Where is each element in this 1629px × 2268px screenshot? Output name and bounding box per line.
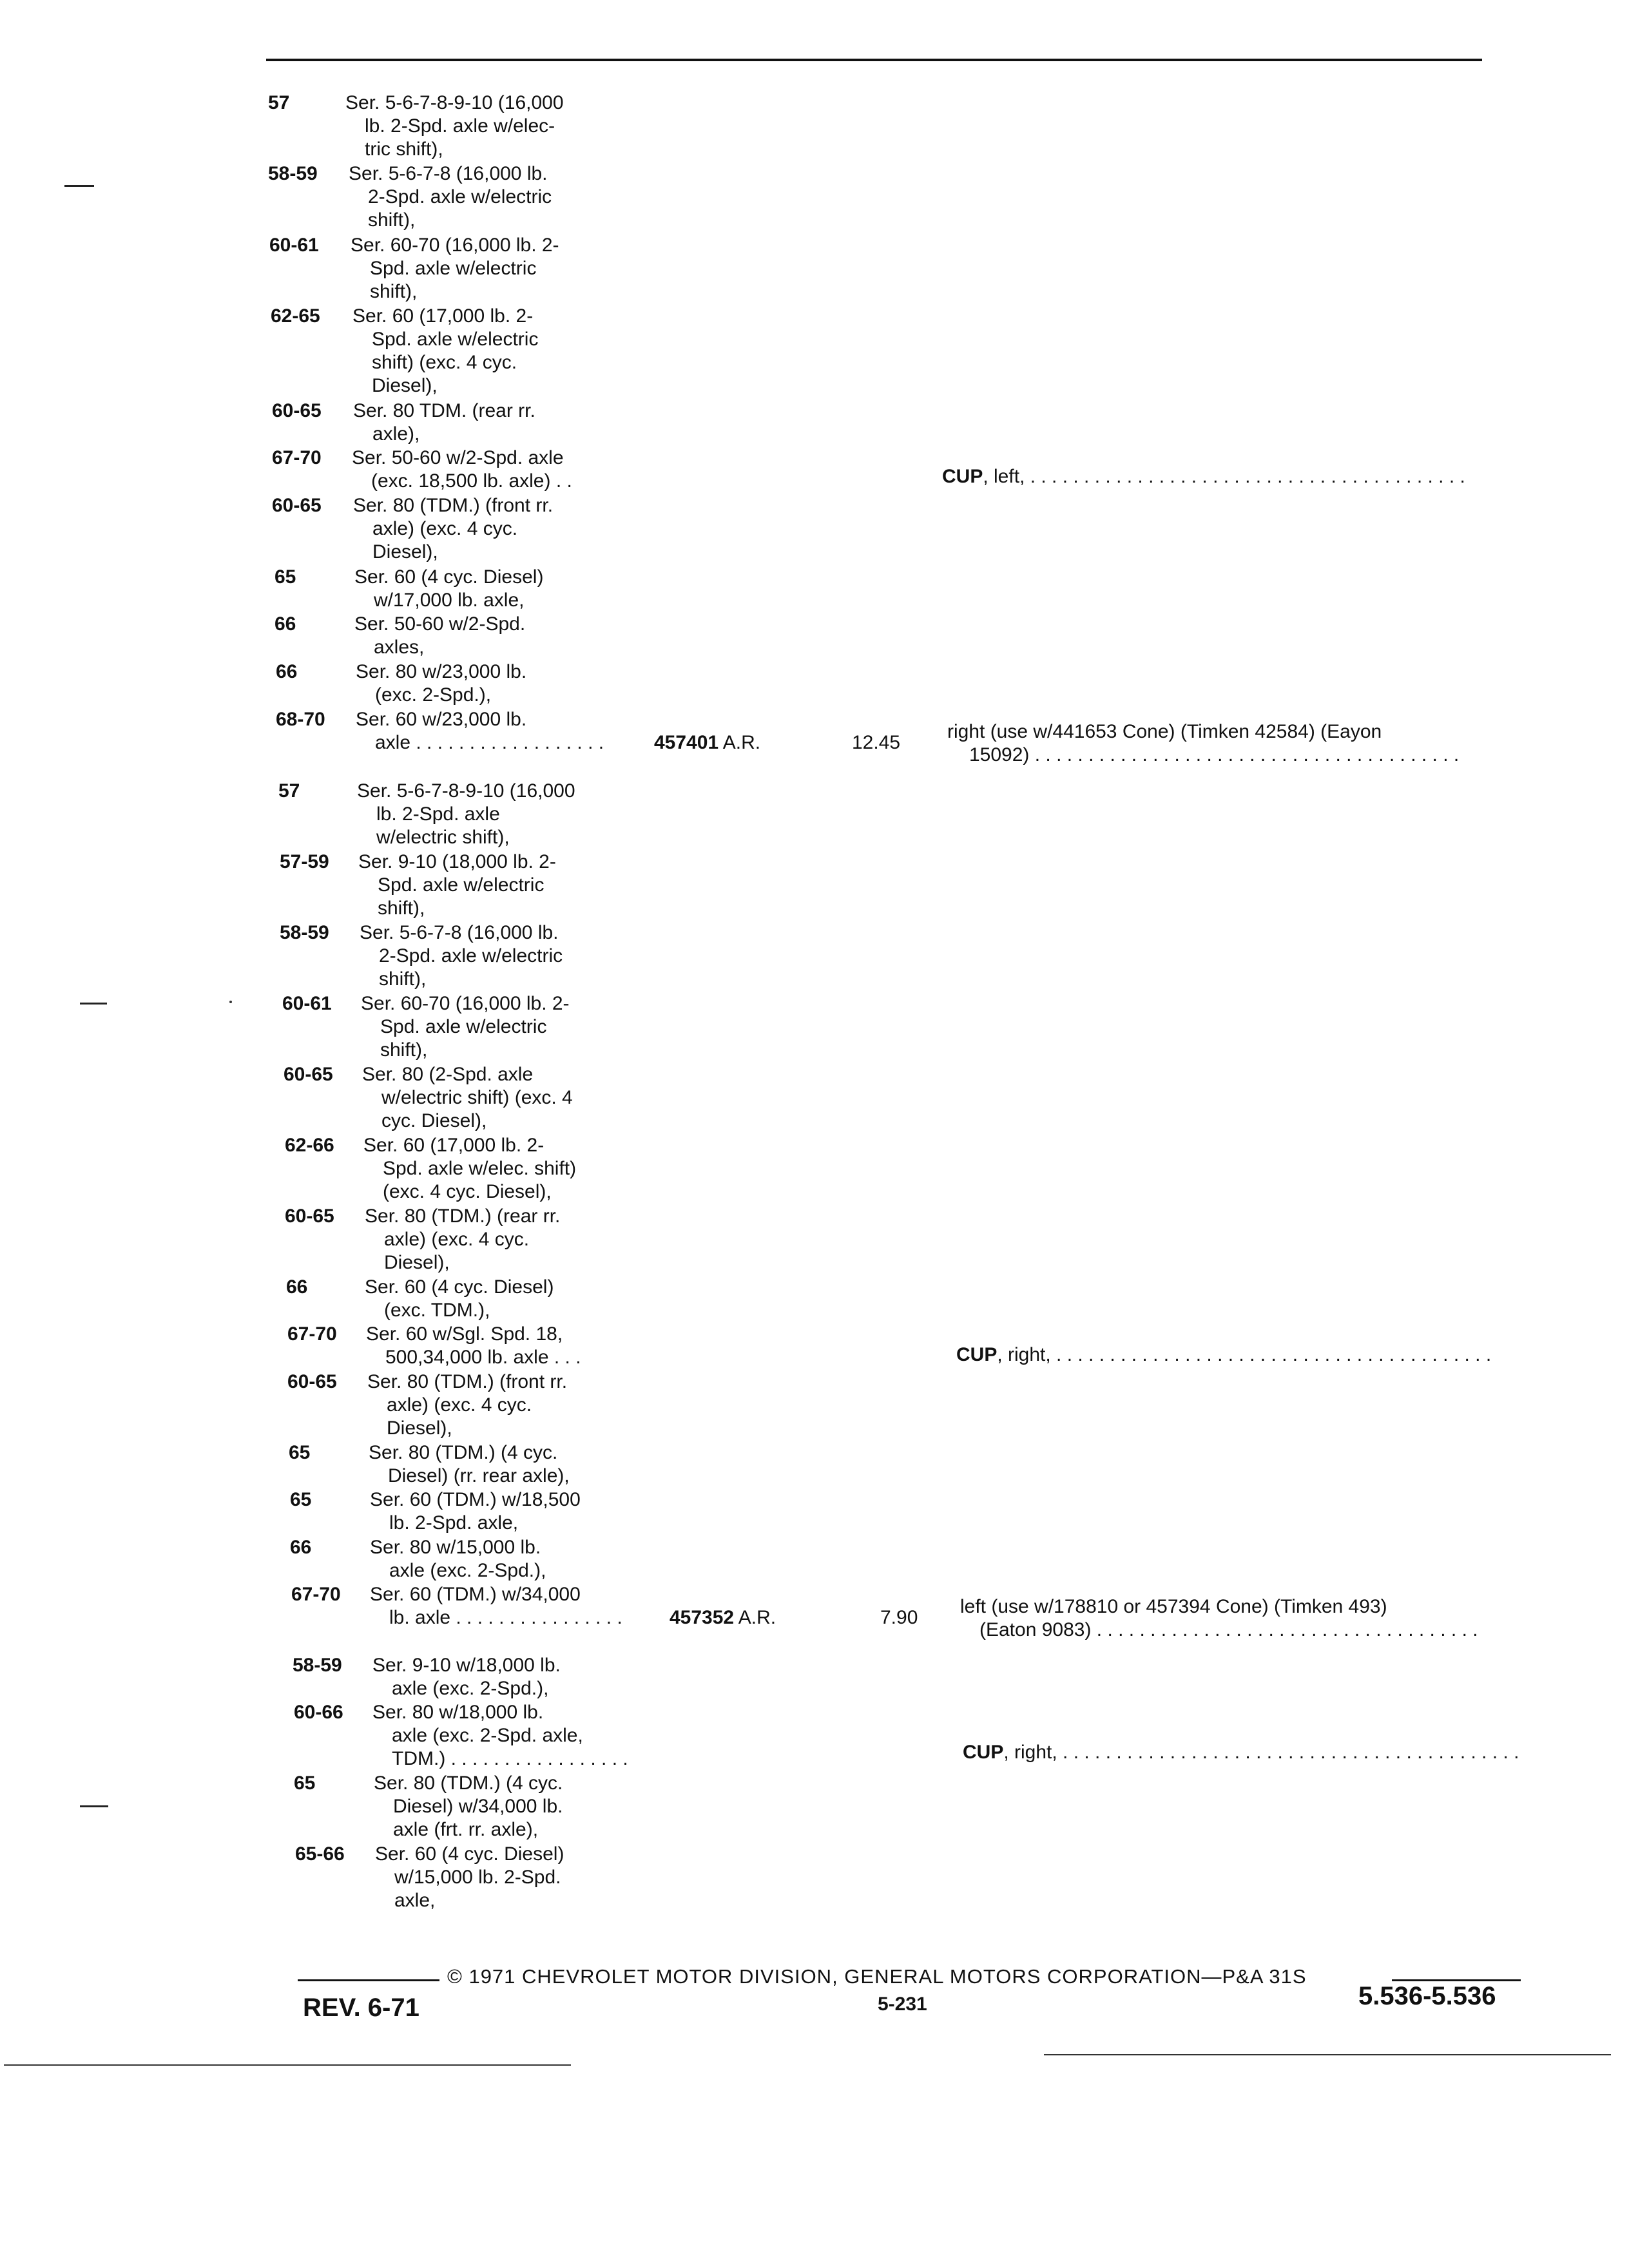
desc-line: Ser. 60 w/23,000 lb. bbox=[356, 709, 527, 730]
entry-desc bbox=[370, 1488, 581, 1535]
entry-year: 60-65 bbox=[272, 495, 322, 516]
entry-year: 60-61 bbox=[269, 235, 319, 256]
header-rule bbox=[266, 59, 1482, 61]
desc-line: Ser. 60 (4 cyc. Diesel) bbox=[365, 1276, 554, 1298]
desc-line: axle (exc. 2-Spd.), bbox=[392, 1678, 549, 1699]
part-price: 12.45 bbox=[852, 732, 901, 753]
desc-line: Ser. 60-70 (16,000 lb. 2- bbox=[351, 235, 559, 256]
part-number bbox=[654, 732, 760, 754]
desc-line: Ser. 9-10 (18,000 lb. 2- bbox=[358, 851, 556, 872]
desc-line: TDM.) . . . . . . . . . . . . . . . . . bbox=[392, 1748, 628, 1769]
entry-desc bbox=[361, 992, 570, 1062]
entry-year: 66 bbox=[290, 1537, 312, 1558]
margin-mark bbox=[80, 1805, 108, 1807]
desc-line: w/electric shift) (exc. 4 bbox=[381, 1087, 573, 1108]
entry-desc bbox=[360, 921, 563, 991]
entry-desc bbox=[354, 566, 543, 612]
item-description bbox=[963, 1741, 1519, 1764]
desc-line: axle . . . . . . . . . . . . . . . . . . bbox=[375, 732, 604, 753]
item-line: , right, . . . . . . . . . . . . . . . . . . . . . . . . . . . . . . . . . . . . . . . . . . . bbox=[1003, 1742, 1519, 1763]
desc-line: lb. 2-Spd. axle, bbox=[389, 1512, 519, 1533]
entry-desc bbox=[370, 1583, 622, 1629]
desc-line: lb. 2-Spd. axle bbox=[376, 803, 500, 825]
entry-year: 65-66 bbox=[295, 1843, 345, 1865]
entry-desc bbox=[366, 1323, 581, 1369]
desc-line: lb. axle . . . . . . . . . . . . . . . . bbox=[389, 1607, 622, 1628]
item-description bbox=[947, 720, 1459, 767]
desc-line: Spd. axle w/electric bbox=[378, 874, 545, 896]
desc-line: Ser. 80 w/15,000 lb. bbox=[370, 1537, 541, 1558]
entry-desc bbox=[367, 1370, 567, 1440]
entry-desc bbox=[345, 91, 564, 161]
entry-desc bbox=[365, 1276, 554, 1322]
revision-label: REV. 6-71 bbox=[303, 1994, 419, 2022]
entry-desc bbox=[352, 447, 572, 493]
entry-desc bbox=[351, 234, 559, 303]
entry-desc bbox=[357, 780, 575, 849]
desc-line: axle) (exc. 4 cyc. bbox=[384, 1229, 530, 1250]
desc-line: Ser. 60 w/Sgl. Spd. 18, bbox=[366, 1323, 563, 1345]
desc-line: Ser. 60 (4 cyc. Diesel) bbox=[375, 1843, 564, 1865]
desc-line: Ser. 60 (17,000 lb. 2- bbox=[352, 305, 534, 327]
entry-desc bbox=[372, 1701, 628, 1771]
item-line: right (use w/441653 Cone) (Timken 42584) (Eayon bbox=[947, 721, 1382, 742]
desc-line: axle (exc. 2-Spd.), bbox=[389, 1560, 546, 1581]
desc-line: Ser. 60 (4 cyc. Diesel) bbox=[354, 566, 544, 588]
entry-desc bbox=[349, 162, 552, 232]
entry-desc bbox=[365, 1205, 560, 1274]
desc-line: w/electric shift), bbox=[376, 827, 510, 848]
entry-year: 58-59 bbox=[280, 922, 329, 943]
entry-desc bbox=[370, 1536, 546, 1582]
desc-line: Diesel) (rr. rear axle), bbox=[388, 1465, 570, 1486]
entry-year: 60-65 bbox=[285, 1206, 334, 1227]
entry-desc bbox=[372, 1654, 561, 1700]
part-number-value: 457401 bbox=[654, 732, 719, 753]
desc-line: axle), bbox=[372, 423, 420, 445]
desc-line: Ser. 80 (2-Spd. axle bbox=[362, 1064, 534, 1085]
entry-year: 60-66 bbox=[294, 1702, 343, 1723]
desc-line: Ser. 50-60 w/2-Spd. axle bbox=[352, 447, 564, 468]
desc-line: Ser. 5-6-7-8 (16,000 lb. bbox=[360, 922, 559, 943]
entry-desc bbox=[375, 1843, 564, 1912]
scan-edge-line bbox=[1044, 2054, 1611, 2055]
entry-year: 57 bbox=[278, 780, 300, 802]
entry-year: 65 bbox=[289, 1442, 311, 1463]
desc-line: shift), bbox=[379, 968, 427, 990]
desc-line: Diesel), bbox=[372, 541, 438, 562]
entry-year: 57-59 bbox=[280, 851, 329, 872]
desc-line: (exc. 4 cyc. Diesel), bbox=[383, 1181, 552, 1202]
margin-mark bbox=[64, 185, 94, 187]
footer-copyright: © 1971 CHEVROLET MOTOR DIVISION, GENERAL MOTORS CORPORATION—P&A 31S bbox=[447, 1965, 1307, 1988]
item-name: CUP bbox=[963, 1742, 1004, 1763]
desc-line: 2-Spd. axle w/electric bbox=[368, 186, 552, 207]
entry-year: 67-70 bbox=[287, 1323, 337, 1345]
entry-desc bbox=[356, 660, 526, 707]
entry-year: 65 bbox=[275, 566, 296, 588]
desc-line: Ser. 80 w/23,000 lb. bbox=[356, 661, 527, 682]
desc-line: (exc. TDM.), bbox=[384, 1300, 490, 1321]
entry-desc bbox=[374, 1772, 563, 1841]
entry-year: 58-59 bbox=[268, 163, 318, 184]
desc-line: w/15,000 lb. 2-Spd. bbox=[394, 1867, 561, 1888]
desc-line: shift) (exc. 4 cyc. bbox=[372, 352, 517, 373]
desc-line: cyc. Diesel), bbox=[381, 1110, 487, 1131]
desc-line: Spd. axle w/elec. shift) bbox=[383, 1158, 577, 1179]
entry-year: 60-61 bbox=[282, 993, 332, 1014]
entry-desc bbox=[353, 399, 535, 446]
entry-desc bbox=[356, 708, 604, 754]
footer-rule-right bbox=[1392, 1979, 1521, 1981]
page-number: 5-231 bbox=[878, 1994, 927, 2015]
desc-line: Spd. axle w/electric bbox=[380, 1016, 547, 1037]
desc-line: Diesel), bbox=[372, 375, 438, 396]
desc-line: Ser. 80 (TDM.) (4 cyc. bbox=[369, 1442, 558, 1463]
desc-line: w/17,000 lb. axle, bbox=[374, 590, 525, 611]
desc-line: shift), bbox=[380, 1039, 428, 1061]
entry-year: 60-65 bbox=[272, 400, 322, 421]
desc-line: Ser. 9-10 w/18,000 lb. bbox=[372, 1655, 561, 1676]
entry-year: 58-59 bbox=[293, 1655, 342, 1676]
desc-line: Ser. 80 (TDM.) (front rr. bbox=[367, 1371, 568, 1392]
entry-desc bbox=[353, 494, 553, 564]
desc-line: Diesel), bbox=[387, 1418, 452, 1439]
entry-year: 67-70 bbox=[291, 1584, 341, 1605]
part-number-value: 457352 bbox=[670, 1607, 735, 1628]
item-description bbox=[960, 1595, 1478, 1642]
desc-line: tric shift), bbox=[365, 139, 443, 160]
desc-line: Ser. 5-6-7-8-9-10 (16,000 bbox=[345, 92, 564, 113]
entry-year: 65 bbox=[294, 1773, 316, 1794]
desc-line: shift), bbox=[370, 281, 418, 302]
item-description bbox=[956, 1343, 1491, 1367]
desc-line: Diesel), bbox=[384, 1252, 450, 1273]
part-number bbox=[670, 1607, 776, 1629]
scan-edge-line bbox=[4, 2064, 571, 2066]
item-name: CUP bbox=[956, 1344, 998, 1365]
desc-line: axle) (exc. 4 cyc. bbox=[387, 1394, 532, 1416]
desc-line: axle (exc. 2-Spd. axle, bbox=[392, 1725, 583, 1746]
item-line: , left, . . . . . . . . . . . . . . . . . . . . . . . . . . . . . . . . . . . . . . . . . bbox=[983, 466, 1465, 487]
desc-line: Ser. 80 w/18,000 lb. bbox=[372, 1702, 544, 1723]
desc-line: 2-Spd. axle w/electric bbox=[379, 945, 563, 966]
desc-line: lb. 2-Spd. axle w/elec- bbox=[365, 115, 555, 137]
desc-line: axle (frt. rr. axle), bbox=[393, 1819, 539, 1840]
desc-line: Diesel) w/34,000 lb. bbox=[393, 1796, 563, 1817]
desc-line: shift), bbox=[378, 898, 425, 919]
entry-year: 66 bbox=[276, 661, 298, 682]
desc-line: Spd. axle w/electric bbox=[372, 329, 539, 350]
desc-line: Ser. 60-70 (16,000 lb. 2- bbox=[361, 993, 570, 1014]
item-line: , right, . . . . . . . . . . . . . . . . . . . . . . . . . . . . . . . . . . . . . . . . . bbox=[997, 1344, 1492, 1365]
desc-line: 500,34,000 lb. axle . . . bbox=[385, 1347, 581, 1368]
desc-line: Ser. 60 (TDM.) w/18,500 bbox=[370, 1489, 581, 1510]
margin-dot bbox=[229, 1001, 232, 1003]
section-range: 5.536-5.536 bbox=[1358, 1982, 1496, 2010]
entry-year: 60-65 bbox=[284, 1064, 333, 1085]
part-qty: A.R. bbox=[734, 1607, 776, 1628]
part-price: 7.90 bbox=[880, 1607, 918, 1628]
desc-line: shift), bbox=[368, 209, 416, 231]
entry-year: 66 bbox=[286, 1276, 308, 1298]
desc-line: axle, bbox=[394, 1890, 436, 1911]
item-line: (Eaton 9083) . . . . . . . . . . . . . . . . . . . . . . . . . . . . . . . . . . . . bbox=[979, 1619, 1478, 1640]
desc-line: Ser. 50-60 w/2-Spd. bbox=[354, 613, 526, 635]
entry-desc bbox=[352, 305, 538, 398]
desc-line: Ser. 5-6-7-8-9-10 (16,000 bbox=[357, 780, 575, 802]
item-description bbox=[942, 465, 1465, 488]
entry-desc bbox=[369, 1441, 570, 1488]
footer-rule-left bbox=[298, 1979, 439, 1981]
entry-desc bbox=[363, 1134, 576, 1204]
entry-desc bbox=[354, 613, 525, 659]
margin-mark bbox=[80, 1003, 107, 1004]
desc-line: Ser. 80 (TDM.) (rear rr. bbox=[365, 1206, 561, 1227]
entry-year: 62-65 bbox=[271, 305, 320, 327]
desc-line: axle) (exc. 4 cyc. bbox=[372, 518, 518, 539]
desc-line: Ser. 80 (TDM.) (front rr. bbox=[353, 495, 554, 516]
item-line: 15092) . . . . . . . . . . . . . . . . . . . . . . . . . . . . . . . . . . . . . . . . bbox=[969, 744, 1460, 765]
item-name: CUP bbox=[942, 466, 983, 487]
entry-year: 57 bbox=[268, 92, 290, 113]
entry-year: 67-70 bbox=[272, 447, 322, 468]
desc-line: Ser. 60 (TDM.) w/34,000 bbox=[370, 1584, 581, 1605]
desc-line: Spd. axle w/electric bbox=[370, 258, 537, 279]
entry-desc bbox=[362, 1063, 573, 1133]
entry-year: 66 bbox=[275, 613, 296, 635]
entry-desc bbox=[358, 850, 556, 920]
desc-line: Ser. 5-6-7-8 (16,000 lb. bbox=[349, 163, 548, 184]
item-line: left (use w/178810 or 457394 Cone) (Timken 493) bbox=[960, 1596, 1387, 1617]
desc-line: Ser. 80 (TDM.) (4 cyc. bbox=[374, 1773, 563, 1794]
entry-year: 68-70 bbox=[276, 709, 325, 730]
desc-line: Ser. 80 TDM. (rear rr. bbox=[353, 400, 535, 421]
desc-line: (exc. 18,500 lb. axle) . . bbox=[371, 470, 572, 492]
entry-year: 65 bbox=[290, 1489, 312, 1510]
entry-year: 60-65 bbox=[287, 1371, 337, 1392]
desc-line: Ser. 60 (17,000 lb. 2- bbox=[363, 1135, 545, 1156]
part-qty: A.R. bbox=[718, 732, 761, 753]
entry-year: 62-66 bbox=[285, 1135, 334, 1156]
desc-line: axles, bbox=[374, 637, 425, 658]
desc-line: (exc. 2-Spd.), bbox=[375, 684, 492, 706]
